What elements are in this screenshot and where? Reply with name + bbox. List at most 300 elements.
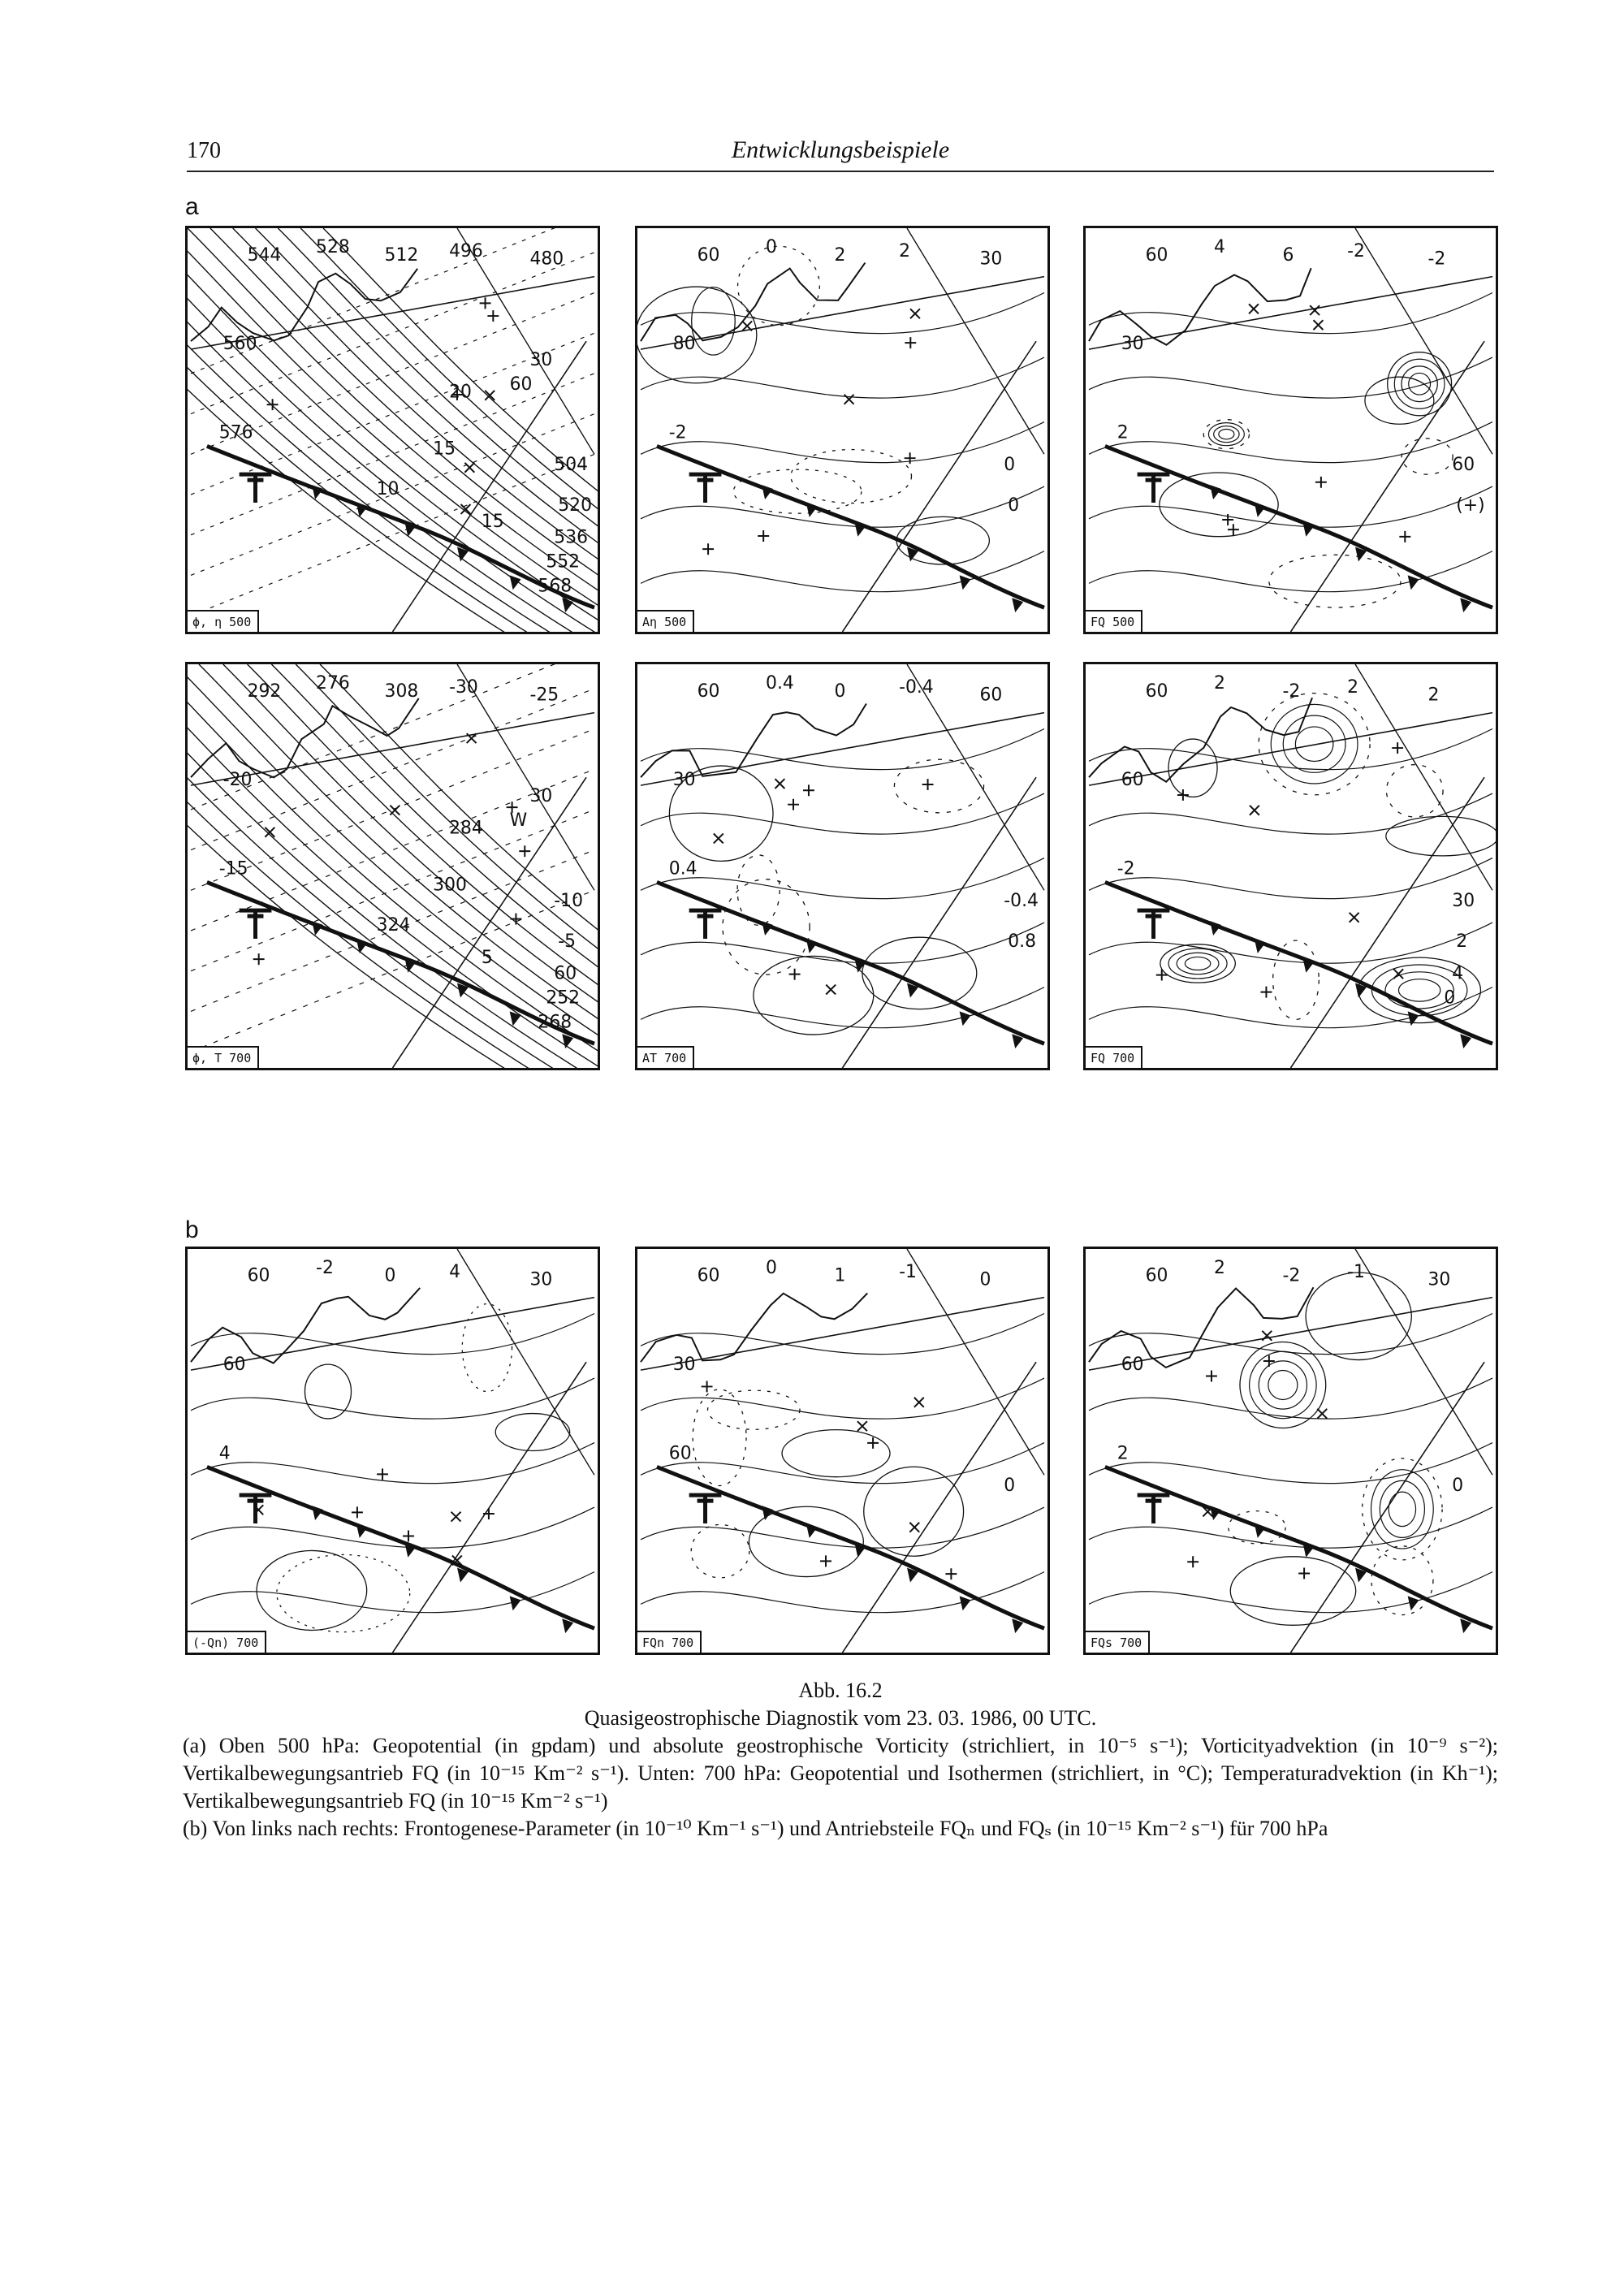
panel-label: FQ 500: [1086, 610, 1142, 632]
maximum-marker: [480, 297, 491, 309]
contour-value-label: 30: [672, 1355, 696, 1376]
contour-loop: [1371, 1470, 1434, 1549]
contour-value-label: -0.4: [899, 676, 934, 698]
contour-value-label: 30: [529, 1269, 553, 1290]
contour-line: [1089, 858, 1492, 899]
maximum-marker: [905, 337, 916, 348]
contour-loop: [1219, 430, 1234, 439]
meridian-line: [641, 1298, 1044, 1370]
contour-loop: [1168, 739, 1217, 797]
panel-vorticity-advection-500: [635, 226, 1050, 634]
contour-value-label: -1: [899, 1261, 917, 1282]
contour-value-label: 480: [529, 248, 564, 270]
dashed-isoline: [191, 729, 594, 891]
height-contour: [188, 664, 598, 1068]
contour-value-label: -5: [558, 931, 577, 952]
contour-value-label: -30: [449, 676, 478, 698]
contour-value-label: 60: [697, 1265, 720, 1286]
meridian-line: [191, 1298, 594, 1370]
height-contour: [233, 228, 598, 632]
low-pressure-marker: [240, 1495, 272, 1523]
contour-value-label: -2: [1347, 240, 1365, 261]
contour-value-label: 0: [1004, 1476, 1016, 1497]
contour-value-label: 2: [834, 244, 846, 266]
minimum-marker: [857, 1421, 867, 1431]
cold-front: [657, 446, 1044, 607]
contour-loop: [1398, 979, 1440, 1001]
contour-value-label: 504: [554, 455, 589, 476]
maximum-marker: [1156, 970, 1168, 981]
contour-value-label: 2: [1116, 1443, 1129, 1464]
meridian-line: [1291, 1362, 1485, 1653]
dashed-isoline: [693, 1389, 746, 1486]
contour-loop: [1295, 727, 1333, 762]
contour-line: [1089, 486, 1492, 527]
contour-loop: [1230, 1557, 1355, 1625]
contour-value-label: -2: [668, 422, 687, 443]
minimum-marker: [1317, 1409, 1327, 1419]
meridian-line: [641, 713, 1044, 785]
contour-value-label: 300: [433, 875, 467, 896]
contour-line: [1089, 1443, 1492, 1484]
maximum-marker: [803, 784, 814, 796]
front-triangle: [806, 1523, 818, 1538]
contour-value-label: 284: [449, 818, 483, 839]
contour-loop: [862, 937, 977, 1009]
low-pressure-marker: [689, 474, 722, 503]
page-number: 170: [187, 138, 221, 163]
meridian-line: [393, 1362, 587, 1653]
panel-label: ϕ, T 700: [188, 1046, 259, 1068]
contour-value-label: 552: [546, 551, 581, 573]
maximum-marker: [789, 969, 801, 980]
meridian-line: [907, 1249, 1044, 1475]
contour-value-label: 60: [222, 1355, 246, 1376]
maximum-marker: [758, 530, 769, 542]
contour-loop: [1268, 1370, 1298, 1399]
contour-value-label: -2: [316, 1257, 334, 1278]
contour-value-label: 276: [316, 672, 350, 694]
minimum-marker: [1313, 320, 1323, 330]
contour-value-label: 30: [979, 248, 1003, 270]
contour-value-label: 0: [979, 1269, 991, 1290]
dashed-isoline: [191, 810, 594, 971]
maximum-marker: [1187, 1556, 1199, 1567]
front-triangle: [356, 1523, 368, 1538]
minimum-marker: [910, 309, 920, 318]
cold-front: [207, 446, 594, 607]
contour-loop: [1388, 352, 1452, 416]
dashed-isoline: [1386, 765, 1443, 817]
low-pressure-marker: [240, 474, 272, 503]
front-triangle: [1408, 575, 1419, 590]
contour-value-label: 528: [316, 236, 350, 257]
panel-label: Aη 500: [637, 610, 694, 632]
contour-value-label: 576: [218, 422, 253, 443]
contour-loop: [1389, 1492, 1415, 1527]
contour-line: [1089, 1572, 1492, 1613]
front-triangle: [1255, 503, 1266, 517]
contour-line: [191, 1443, 594, 1484]
minimum-marker: [451, 1512, 461, 1522]
contour-loop: [1259, 1361, 1307, 1409]
contour-line: [1089, 551, 1492, 592]
contour-line: [1089, 1378, 1492, 1419]
contour-value-label: 568: [538, 576, 572, 597]
contour-value-label: 60: [1452, 455, 1475, 476]
panel-fq-700: [1083, 662, 1498, 1070]
low-pressure-marker: [1138, 910, 1170, 939]
cold-front: [207, 1467, 594, 1628]
weather-map: [1086, 1249, 1496, 1653]
maximum-marker: [519, 845, 530, 857]
maximum-marker: [377, 1468, 388, 1480]
contour-value-label: 268: [538, 1012, 572, 1033]
meridian-line: [1089, 713, 1492, 785]
maximum-marker: [1228, 524, 1239, 535]
meridian-line: [907, 228, 1044, 454]
front-triangle: [510, 1596, 521, 1610]
contour-loop: [1177, 953, 1219, 974]
minimum-marker: [1310, 305, 1320, 315]
panel-label: FQ 700: [1086, 1046, 1142, 1068]
dashed-isoline: [733, 469, 862, 513]
contour-loop: [1160, 944, 1235, 983]
low-pressure-marker: [1138, 474, 1170, 503]
contour-value-label: 60: [1145, 244, 1168, 266]
maximum-marker: [702, 543, 714, 555]
contour-line: [1089, 422, 1492, 463]
contour-value-label: 30: [529, 349, 553, 370]
panel-geopotential-vorticity-500: [185, 226, 600, 634]
front-triangle: [960, 575, 971, 590]
contour-value-label: 4: [218, 1443, 231, 1464]
contour-value-label: 536: [554, 527, 589, 548]
dashed-isoline: [1269, 555, 1401, 607]
low-pressure-marker: [240, 910, 272, 939]
panel-label: AT 700: [637, 1046, 694, 1068]
contour-line: [191, 1572, 594, 1613]
contour-value-label: -2: [1282, 1265, 1301, 1286]
maximum-marker: [1392, 742, 1403, 754]
contour-line: [1089, 1507, 1492, 1548]
contour-value-label: 60: [1145, 1265, 1168, 1286]
minimum-marker: [1393, 969, 1403, 979]
contour-value-label: 0: [1444, 987, 1456, 1009]
minimum-marker: [464, 463, 474, 473]
maximum-marker: [922, 779, 934, 790]
cold-front: [207, 882, 594, 1044]
contour-loop: [1402, 366, 1437, 402]
front-triangle: [356, 939, 368, 953]
contour-loop: [1214, 426, 1239, 443]
contour-value-label: 2: [899, 240, 911, 261]
front-triangle: [1255, 1523, 1266, 1538]
contour-value-label: 0.4: [668, 858, 698, 879]
contour-value-label: 15: [433, 439, 456, 460]
cold-front: [1105, 1467, 1492, 1628]
contour-line: [641, 793, 1044, 834]
panel-label: ϕ, η 500: [188, 610, 259, 632]
contour-line: [191, 1378, 594, 1419]
contour-value-label: (+): [1456, 495, 1485, 516]
maximum-marker: [403, 1531, 414, 1542]
contour-value-label: 324: [376, 915, 411, 936]
contour-value-label: 60: [554, 963, 577, 984]
contour-loop: [495, 1414, 569, 1451]
meridian-line: [843, 777, 1037, 1068]
maximum-marker: [1315, 477, 1327, 488]
contour-loop: [692, 287, 735, 355]
contour-value-label: -0.4: [1004, 891, 1039, 912]
contour-line: [641, 486, 1044, 527]
contour-value-label: 4: [449, 1261, 461, 1282]
contour-value-label: 80: [672, 334, 696, 355]
height-contour: [188, 664, 598, 1068]
contour-line: [641, 1572, 1044, 1613]
contour-value-label: 1: [834, 1265, 846, 1286]
contour-value-label: 2: [1116, 422, 1129, 443]
panel-geopotential-temperature-700: [185, 662, 600, 1070]
panel-frontogenesis-700: [185, 1247, 600, 1655]
minimum-marker: [844, 395, 854, 404]
contour-line: [641, 422, 1044, 463]
maximum-marker: [1298, 1568, 1310, 1579]
contour-loop: [1283, 715, 1345, 772]
contour-value-label: 2: [1456, 931, 1468, 952]
contour-value-label: 60: [1145, 681, 1168, 702]
maximum-marker: [1206, 1371, 1217, 1382]
cold-front: [1105, 446, 1492, 607]
contour-value-label: 60: [247, 1265, 270, 1286]
maximum-marker: [1399, 531, 1410, 542]
maximum-marker: [1177, 789, 1189, 801]
height-contour: [210, 228, 598, 632]
maximum-marker: [510, 914, 521, 925]
weather-map: [188, 1249, 598, 1653]
contour-loop: [782, 1430, 890, 1477]
caption-title: Abb. 16.2: [798, 1679, 883, 1702]
contour-value-label: 5: [481, 947, 493, 968]
contour-loop: [1250, 1351, 1317, 1419]
low-pressure-marker: [1138, 1495, 1170, 1523]
contour-value-label: 4: [1214, 236, 1225, 257]
minimum-marker: [485, 391, 495, 400]
contour-value-label: 60: [668, 1443, 692, 1464]
contour-value-label: 0: [1452, 1476, 1464, 1497]
dashed-isoline: [1402, 439, 1453, 474]
contour-value-label: 2: [1427, 685, 1440, 706]
meridian-line: [843, 1362, 1037, 1653]
maximum-marker: [945, 1568, 957, 1579]
contour-loop: [1240, 1342, 1326, 1428]
caption-subtitle: Quasigeostrophische Diagnostik vom 23. 03. 1986, 00 UTC.: [584, 1706, 1097, 1730]
front-triangle: [806, 503, 818, 517]
front-triangle: [960, 1011, 971, 1026]
panel-fqs-700: [1083, 1247, 1498, 1655]
panel-temperature-advection-700: [635, 662, 1050, 1070]
contour-loop: [864, 1467, 964, 1556]
meridian-line: [1355, 1249, 1492, 1475]
contour-value-label: 60: [697, 244, 720, 266]
minimum-marker: [742, 321, 752, 331]
maximum-marker: [702, 1381, 713, 1392]
minimum-marker: [714, 834, 723, 844]
meridian-line: [1291, 777, 1485, 1068]
contour-value-label: 0: [766, 1257, 777, 1278]
panel-label: (-Qn) 700: [188, 1631, 266, 1653]
contour-value-label: 30: [672, 770, 696, 791]
contour-value-label: 30: [1427, 1269, 1451, 1290]
minimum-marker: [909, 1523, 919, 1532]
weather-map: [637, 1249, 1047, 1653]
maximum-marker: [1260, 987, 1272, 998]
section-label-b: b: [185, 1216, 199, 1243]
contour-value-label: 60: [697, 681, 720, 702]
contour-value-label: 6: [1282, 244, 1294, 266]
contour-value-label: 2: [1347, 676, 1359, 698]
panel-fqn-700: [635, 1247, 1050, 1655]
contour-line: [641, 357, 1044, 398]
weather-map: [188, 228, 598, 632]
front-triangle: [1255, 939, 1266, 953]
contour-value-label: 544: [247, 244, 282, 266]
contour-line: [191, 1507, 594, 1548]
front-triangle: [1408, 1596, 1419, 1610]
contour-value-label: 60: [1121, 1355, 1144, 1376]
contour-value-label: 30: [1452, 891, 1475, 912]
contour-value-label: W: [509, 810, 528, 831]
contour-loop: [1271, 704, 1358, 784]
contour-value-label: 30: [529, 785, 553, 806]
low-pressure-marker: [689, 1495, 722, 1523]
contour-value-label: -2: [1116, 858, 1135, 879]
caption-part-a: (a) Oben 500 hPa: Geopotential (in gpdam) und absolute geostrophische Vorticity (strichliert, in 10⁻⁵ s⁻¹); Vorticityadvektion (in 10⁻⁹ s⁻²); Vertikalbewegungsantrieb FQ (in 10⁻¹⁵ Km⁻² s⁻¹). Unten: 700 hPa: Geopotential und Isothermen (strichliert, in °C); Temperaturadvektion (in Kh⁻¹); Vertikalbewegungsantrieb FQ (in 10⁻¹⁵ Km⁻² s⁻¹): [183, 1734, 1498, 1813]
caption-part-b: (b) Von links nach rechts: Frontogenese-Parameter (in 10⁻¹⁰ Km⁻¹ s⁻¹) und Antriebsteile FQₙ und FQₛ (in 10⁻¹⁵ Km⁻² s⁻¹) für 700 hPa: [183, 1817, 1328, 1840]
front-triangle: [806, 939, 818, 953]
contour-line: [641, 923, 1044, 963]
front-triangle: [1408, 1011, 1419, 1026]
maximum-marker: [483, 1508, 495, 1519]
contour-value-label: 0: [384, 1265, 396, 1286]
contour-line: [641, 987, 1044, 1028]
contour-value-label: 20: [449, 382, 472, 403]
weather-map: [1086, 228, 1496, 632]
front-triangle: [510, 1011, 521, 1026]
low-pressure-marker: [689, 910, 722, 939]
dashed-isoline: [191, 374, 594, 535]
contour-line: [1089, 793, 1492, 834]
contour-value-label: 2: [1214, 672, 1225, 694]
contour-value-label: 60: [509, 374, 533, 395]
maximum-marker: [352, 1506, 363, 1518]
contour-value-label: 520: [558, 495, 593, 516]
contour-value-label: -10: [554, 891, 584, 912]
height-contour: [188, 664, 598, 1068]
meridian-line: [457, 1249, 594, 1475]
contour-value-label: -15: [218, 858, 248, 879]
height-contour: [248, 664, 598, 1068]
height-contour: [199, 664, 598, 1068]
contour-line: [641, 551, 1044, 592]
contour-value-label: 0: [834, 681, 846, 702]
coastline: [641, 704, 866, 778]
panel-fq-500: [1083, 226, 1498, 634]
contour-value-label: 512: [384, 244, 419, 266]
contour-value-label: 0.8: [1008, 931, 1037, 952]
contour-value-label: 560: [222, 334, 257, 355]
contour-value-label: 0: [766, 236, 777, 257]
contour-line: [641, 858, 1044, 899]
dashed-isoline: [277, 1554, 410, 1631]
contour-loop: [1185, 957, 1210, 970]
meridian-line: [641, 277, 1044, 349]
weather-map: [637, 664, 1047, 1068]
contour-value-label: 60: [1121, 770, 1144, 791]
contour-value-label: -25: [529, 685, 559, 706]
maximum-marker: [788, 799, 799, 810]
cold-front: [657, 1467, 1044, 1628]
weather-map: [1086, 664, 1496, 1068]
cold-front: [657, 882, 1044, 1044]
minimum-marker: [1250, 806, 1259, 815]
maximum-marker: [253, 953, 265, 965]
contour-value-label: -2: [1427, 248, 1446, 270]
minimum-marker: [1262, 1331, 1272, 1341]
contour-line: [641, 1507, 1044, 1548]
minimum-marker: [390, 806, 400, 815]
panel-label: FQn 700: [637, 1631, 702, 1653]
section-label-a: a: [185, 193, 199, 220]
minimum-marker: [826, 985, 836, 995]
minimum-marker: [1249, 304, 1259, 313]
page-header: [187, 130, 1494, 172]
minimum-marker: [1350, 913, 1359, 923]
running-title: Entwicklungsbeispiele: [731, 136, 950, 163]
meridian-line: [843, 341, 1037, 632]
meridian-line: [907, 664, 1044, 890]
maximum-marker: [820, 1555, 831, 1566]
contour-value-label: 0: [1004, 455, 1016, 476]
maximum-marker: [905, 452, 916, 464]
dashed-isoline: [1273, 940, 1320, 1019]
contour-value-label: 15: [481, 511, 504, 532]
figure-caption: [183, 1677, 1498, 1843]
contour-value-label: 252: [546, 987, 581, 1009]
height-contour: [188, 664, 598, 1068]
minimum-marker: [914, 1398, 924, 1407]
front-triangle: [960, 1596, 971, 1610]
contour-value-label: 0.4: [766, 672, 794, 694]
contour-value-label: 60: [979, 685, 1003, 706]
contour-value-label: 308: [384, 681, 419, 702]
contour-value-label: -20: [222, 770, 253, 791]
dashed-isoline: [894, 759, 983, 813]
meridian-line: [1089, 1298, 1492, 1370]
maximum-marker: [487, 310, 499, 322]
contour-value-label: 0: [1008, 495, 1020, 516]
contour-value-label: 496: [449, 240, 483, 261]
contour-value-label: 4: [1452, 963, 1464, 984]
contour-value-label: 2: [1214, 1257, 1225, 1278]
contour-value-label: 30: [1121, 334, 1144, 355]
minimum-marker: [775, 779, 784, 789]
dashed-isoline: [791, 450, 912, 503]
weather-map: [188, 664, 598, 1068]
meridian-line: [1355, 228, 1492, 454]
panel-label: FQs 700: [1086, 1631, 1150, 1653]
dashed-isoline: [1259, 694, 1370, 795]
